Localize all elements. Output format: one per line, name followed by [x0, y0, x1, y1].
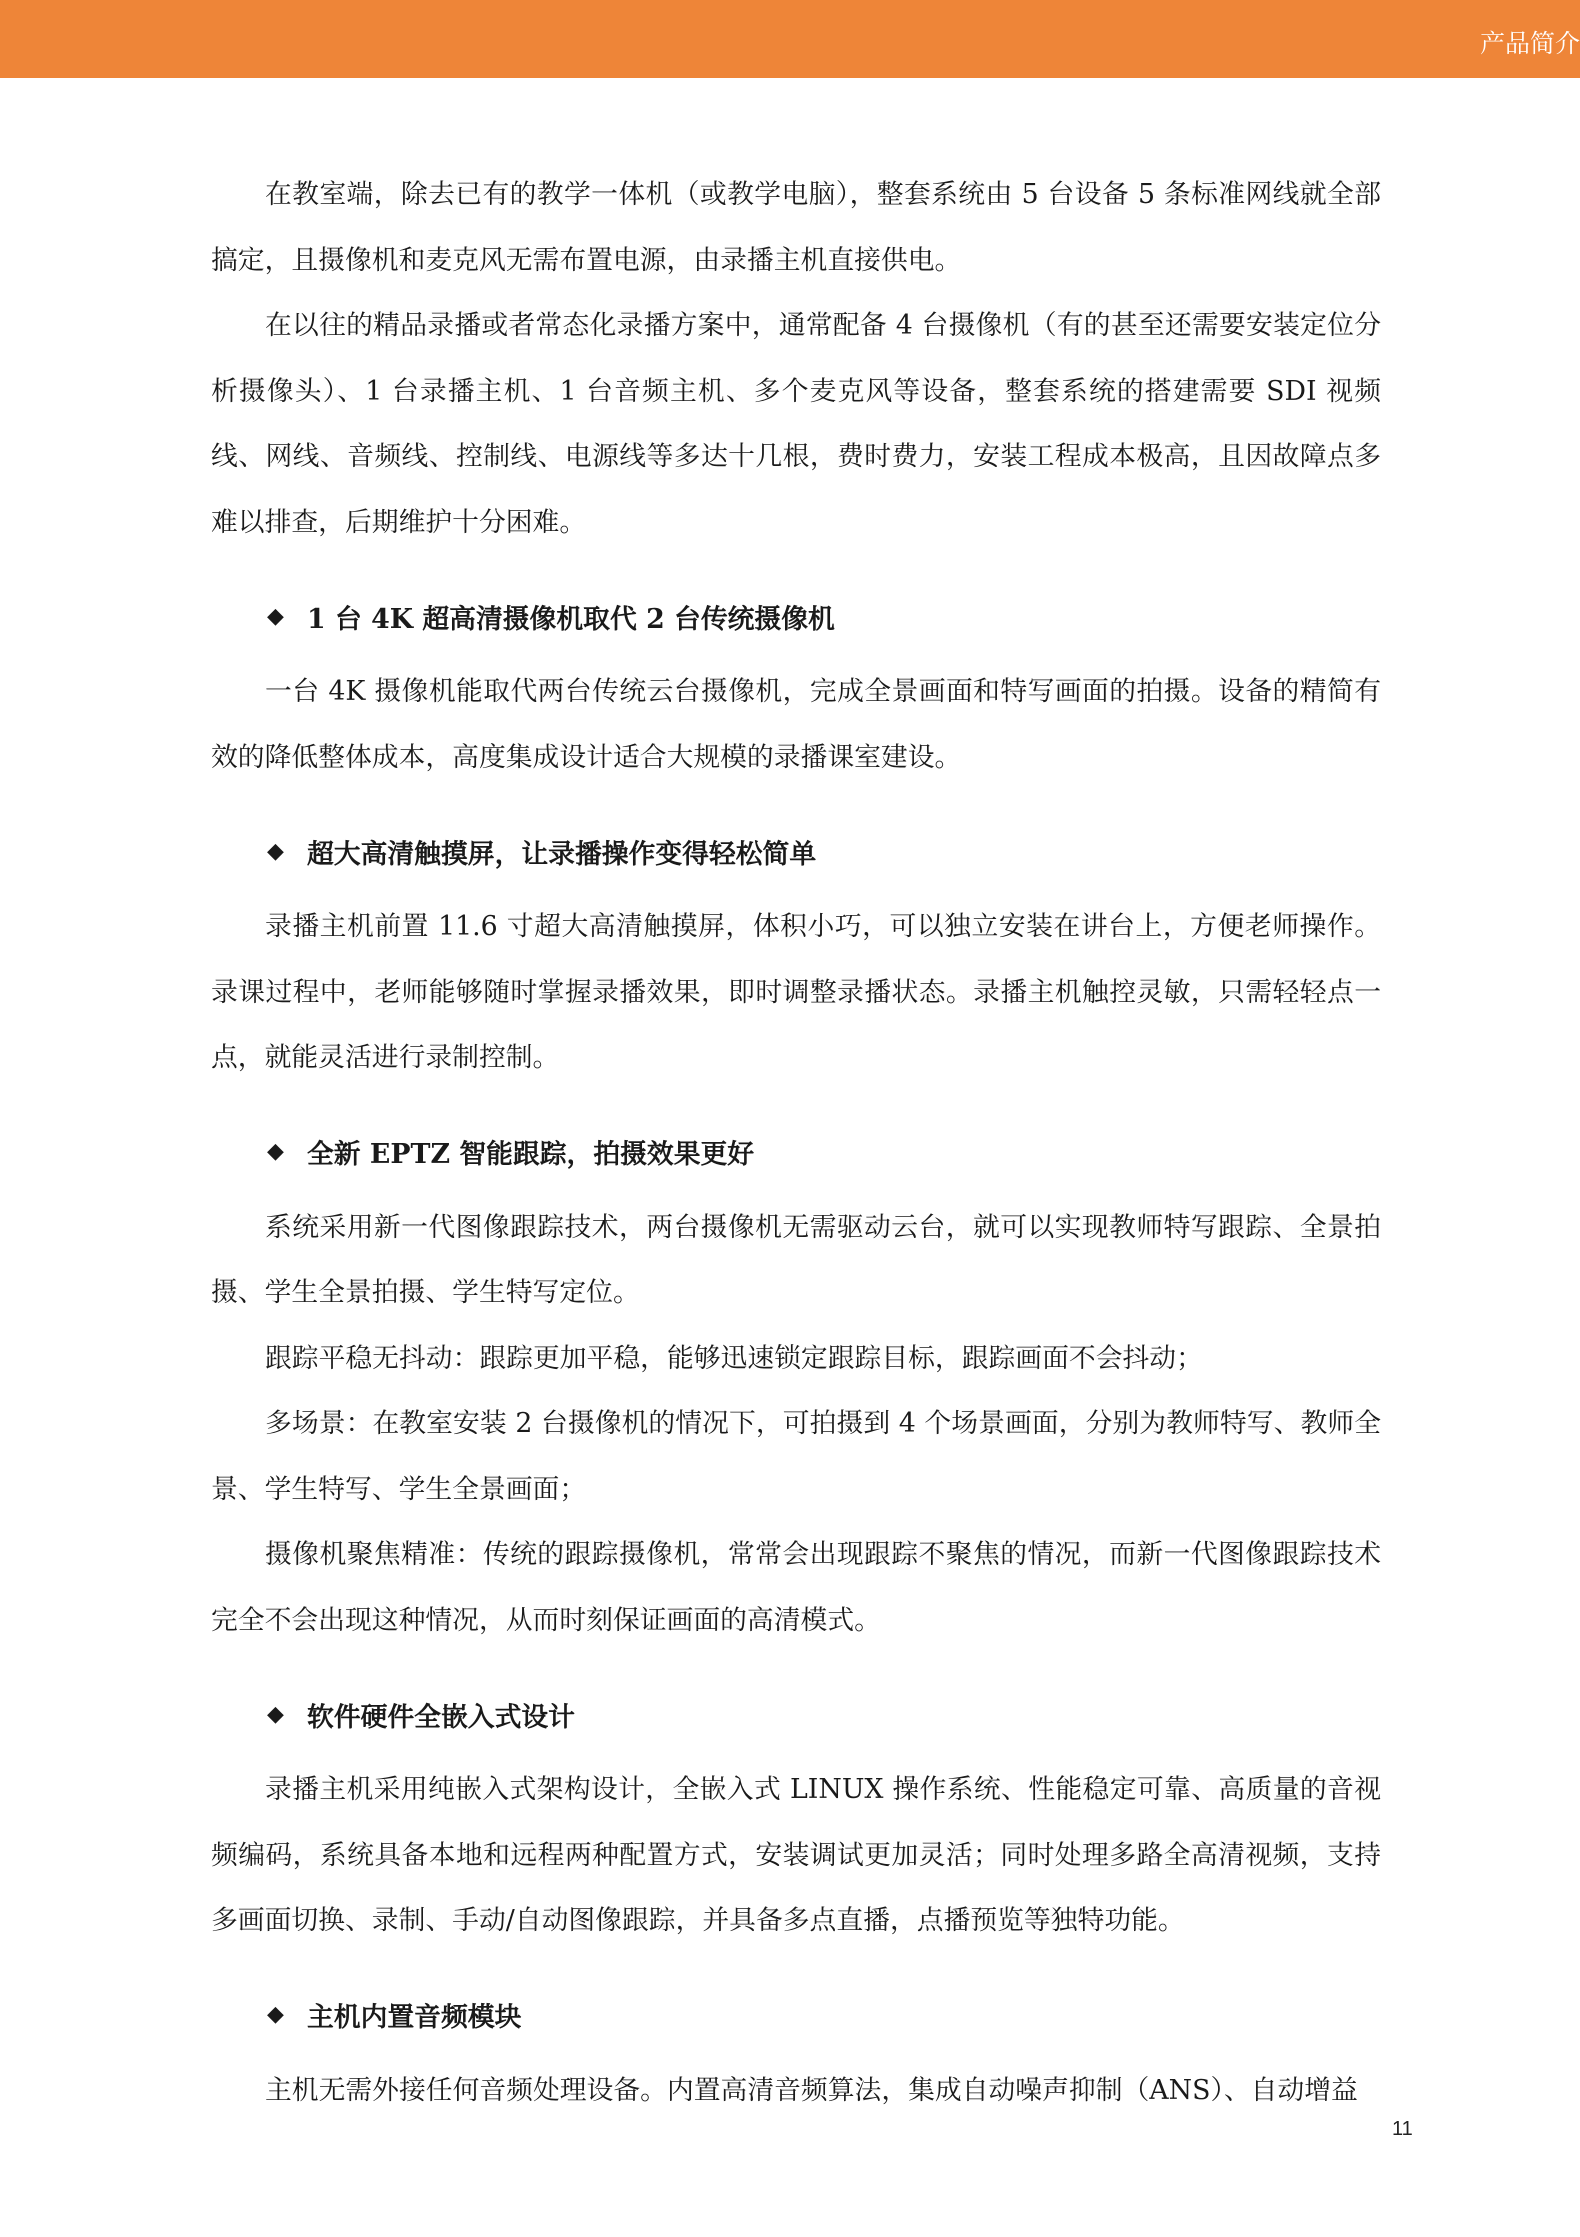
section-heading — [211, 573, 1381, 659]
paragraph: 录播主机前置 11.6 寸超大高清触摸屏，体积小巧，可以独立安装在讲台上，方便老师操作。录课过程中，老师能够随时掌握录播效果，即时调整录播状态。录播主机触控灵敏，只需轻轻点一点，就能灵活进行录制控制。 — [211, 911, 1381, 1073]
paragraph: 在教室端，除去已有的教学一体机（或教学电脑），整套系统由 5 台设备 5 条标准网线就全部搞定，且摄像机和麦克风无需布置电源，由录播主机直接供电。 — [211, 179, 1381, 276]
document-body — [211, 162, 1381, 2123]
section-title: 产品简介 — [1479, 29, 1580, 58]
heading-text: 全新 EPTZ 智能跟踪，拍摄效果更好 — [307, 1139, 755, 1170]
section-heading — [211, 1671, 1381, 1757]
page-number: 11 — [1392, 2118, 1413, 2140]
heading-text: 1 台 4K 超高清摄像机取代 2 台传统摄像机 — [307, 603, 835, 635]
paragraph: 系统采用新一代图像跟踪技术，两台摄像机无需驱动云台，就可以实现教师特写跟踪、全景拍摄、学生全景拍摄、学生特写定位。 — [211, 1211, 1381, 1308]
heading-text: 主机内置音频模块 — [307, 2002, 522, 2033]
paragraph: 在以往的精品录播或者常态化录播方案中，通常配备 4 台摄像机（有的甚至还需要安装定位分析摄像头）、1 台录播主机、1 台音频主机、多个麦克风等设备，整套系统的搭建需要 SDI 视频线、网线、音频线、控制线、电源线等多达十几根，费时费力，安装工程成本极高，且因故障点多难以排查，后期维护十分困难。 — [211, 310, 1381, 538]
diamond-bullet-icon: ◆ — [267, 1139, 284, 1164]
paragraph: 一台 4K 摄像机能取代两台传统云台摄像机，完成全景画面和特写画面的拍摄。设备的精简有效的降低整体成本，高度集成设计适合大规模的录播课室建设。 — [211, 676, 1381, 773]
paragraph: 跟踪平稳无抖动：跟踪更加平稳，能够迅速锁定跟踪目标，跟踪画面不会抖动； — [265, 1342, 1203, 1374]
diamond-bullet-icon: ◆ — [267, 1701, 284, 1727]
paragraph: 多场景：在教室安装 2 台摄像机的情况下，可拍摄到 4 个场景画面，分别为教师特写、教师全景、学生特写、学生全景画面； — [211, 1408, 1381, 1505]
diamond-bullet-icon: ◆ — [267, 838, 284, 864]
heading-text: 超大高清触摸屏，让录播操作变得轻松简单 — [307, 838, 817, 870]
diamond-bullet-icon: ◆ — [267, 2002, 284, 2027]
heading-text: 软件硬件全嵌入式设计 — [307, 1701, 575, 1733]
paragraph: 摄像机聚焦精准：传统的跟踪摄像机，常常会出现跟踪不聚焦的情况，而新一代图像跟踪技术完全不会出现这种情况，从而时刻保证画面的高清模式。 — [211, 1539, 1381, 1636]
paragraph: 主机无需外接任何音频处理设备。内置高清音频算法，集成自动噪声抑制（ANS）、自动增益 — [265, 2074, 1358, 2106]
header-bar — [0, 0, 1580, 78]
section-heading — [211, 1972, 1381, 2058]
section-heading — [211, 808, 1381, 894]
diamond-bullet-icon: ◆ — [267, 603, 284, 629]
section-heading — [211, 1109, 1381, 1195]
paragraph: 录播主机采用纯嵌入式架构设计，全嵌入式 LINUX 操作系统、性能稳定可靠、高质量的音视频编码，系统具备本地和远程两种配置方式，安装调试更加灵活；同时处理多路全高清视频，支持多画面切换、录制、手动/自动图像跟踪，并具备多点直播，点播预览等独特功能。 — [211, 1774, 1381, 1936]
